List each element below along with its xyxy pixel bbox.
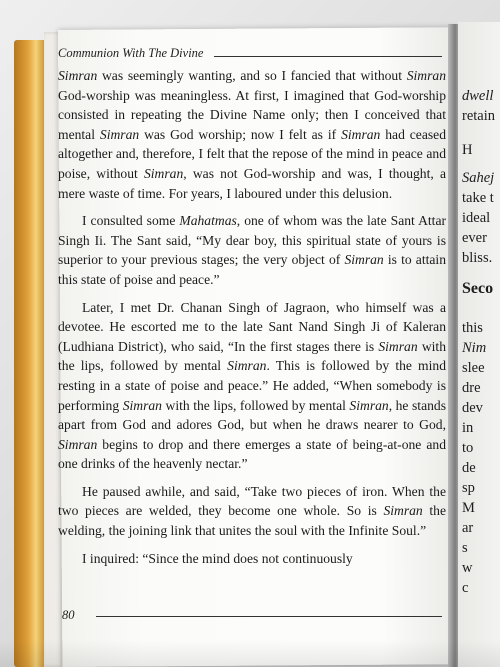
running-head-rule — [214, 56, 442, 57]
right-page-line: bliss. — [462, 250, 493, 266]
text-run: He paused awhile, and said, “Take two pieces of iron. When the two pieces are welded, they become one whole. So is — [58, 483, 446, 519]
text-run: , he stands apart from God and adores God, but when he draws nearer to God, — [58, 397, 446, 433]
text-run: with the lips, followed by mental — [161, 397, 350, 413]
italic-text: Simran — [383, 503, 423, 519]
italic-text: Simran — [341, 126, 381, 142]
right-page-line: s — [462, 540, 468, 556]
right-page-line: take t — [462, 190, 494, 206]
italic-text: Simran — [143, 165, 184, 181]
text-run: with the lips, followed by mental — [58, 338, 446, 374]
paragraph — [58, 66, 446, 203]
right-page-line: in — [462, 420, 474, 436]
italic-text: Simran — [378, 338, 418, 354]
right-page-line: dev — [462, 400, 483, 416]
text-run: was God worship; now I felt as if — [139, 126, 342, 142]
italic-text: Simran — [406, 68, 446, 83]
italic-text: Mahatmas — [179, 213, 237, 229]
italic-text: Simran — [58, 436, 98, 452]
text-run: had ceased altogether and, therefore, I felt that the repose of the mind in peace and poise, without — [58, 126, 446, 181]
right-page-line: w — [462, 560, 473, 576]
italic-text: Simran — [227, 358, 267, 374]
bottom-shadow — [0, 640, 500, 667]
text-run: . This is followed by the mind resting in a state of poise and peace.” He added, “When somebody is performing — [58, 358, 447, 413]
right-page-line: Seco — [462, 280, 494, 297]
text-run: I consulted some — [82, 213, 180, 229]
right-page-line: ar — [462, 520, 474, 536]
right-page-line: this — [462, 320, 483, 336]
text-run: God-worship was meaningless. At first, I imagined that God-worship consisted in repeating the Divine Name only; then I conceived that mental — [58, 87, 446, 142]
paragraph — [58, 298, 446, 474]
right-page-line: to — [462, 440, 474, 456]
text-run: , was not God-worship and was, I thought, a mere waste of time. For years, I laboured under this delusion. — [58, 165, 446, 201]
text-run: is to attain this state of poise and peace.” — [58, 252, 447, 287]
right-page-line: Nim — [462, 340, 487, 356]
italic-text: Simran — [122, 397, 162, 413]
paragraph — [58, 211, 446, 289]
right-page-line: dre — [462, 380, 481, 396]
right-page-line: H — [462, 142, 473, 158]
right-page-line: sp — [462, 480, 475, 496]
running-head: Communion With The Divine — [58, 46, 204, 60]
right-page-line: dwell — [462, 88, 494, 104]
right-page — [458, 22, 500, 667]
italic-text: Simran — [58, 68, 98, 83]
right-page-line: ideal — [462, 210, 491, 226]
text-run: the welding, the joining link that unites the soul with the Infinite Soul.” — [58, 503, 446, 539]
footer-rule — [96, 616, 442, 617]
text-run: Later, I met Dr. Chanan Singh of Jagraon, who himself was a devotee. He escorted me to the late Sant Nand Singh Ji of Kaleran (Ludhiana District), who said, “In the first stages there is — [58, 299, 446, 354]
page-number: 80 — [62, 608, 75, 622]
right-page-line: M — [462, 500, 475, 516]
right-page-line: retain — [462, 108, 496, 124]
paragraph — [58, 482, 446, 541]
text-run: I inquired: “Since the mind does not continuously — [82, 550, 353, 566]
text-run: begins to drop and there emerges a state of being-at-one and one drinks of the heavenly nectar.” — [58, 436, 446, 472]
text-run: was seemingly wanting, and so I fancied that without — [97, 68, 407, 83]
right-page-line: slee — [462, 360, 485, 376]
italic-text: Simran — [349, 397, 389, 413]
page-body-text — [58, 66, 446, 576]
right-page-line: de — [462, 460, 476, 476]
text-run: , one of whom was the late Sant Attar Singh Ii. The Sant said, “My dear boy, this spiritual state of yours is superior to your previous stages; the very object of — [58, 213, 447, 268]
right-page-line: Sahej — [462, 170, 495, 186]
right-page-line: ever — [462, 230, 487, 246]
italic-text: Simran — [344, 252, 384, 268]
italic-text: Simran — [99, 126, 140, 142]
right-page-line: c — [462, 580, 469, 596]
paragraph — [58, 549, 446, 569]
